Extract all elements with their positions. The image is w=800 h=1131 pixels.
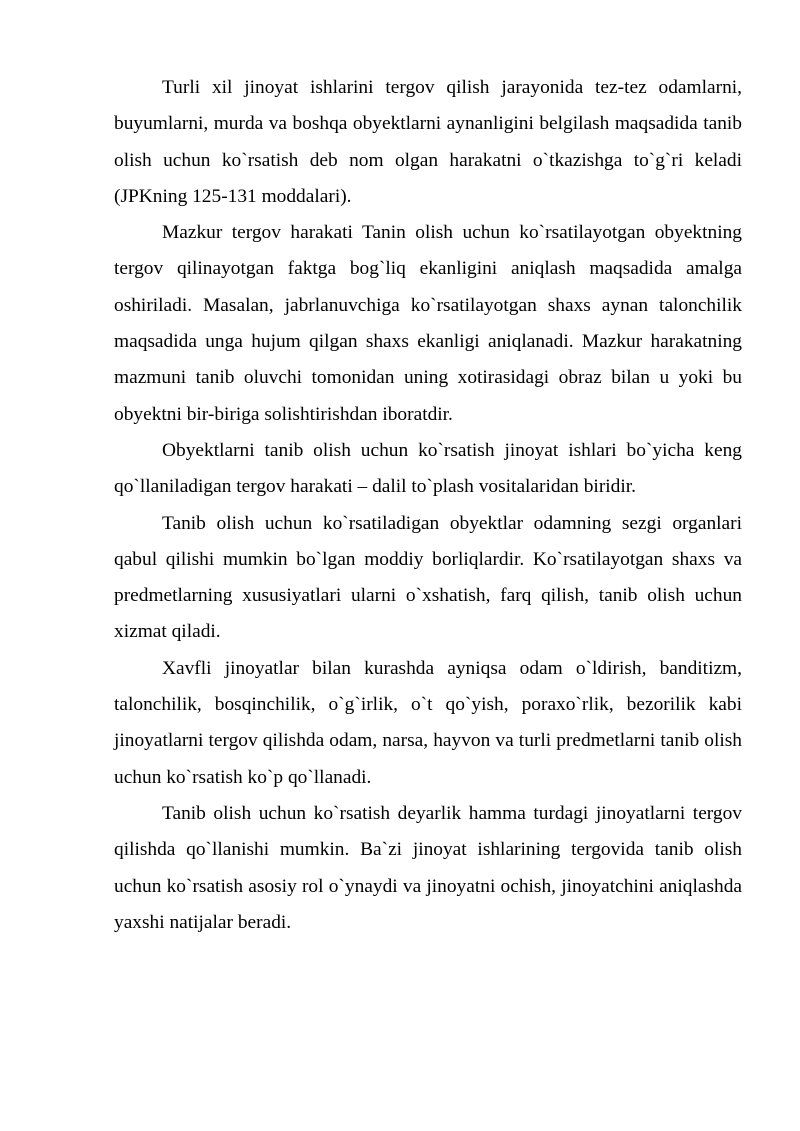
paragraph-3: Obyektlarni tanib olish uchun ko`rsatish jinoyat ishlari bo`yicha keng qo`llaniladigan tergov harakati – dalil to`plash vositalaridan biridir.	[114, 439, 742, 498]
paragraph-4: Tanib olish uchun ko`rsatiladigan obyektlar odamning sezgi organlari qabul qilishi mumkin bo`lgan moddiy borliqlardir. Ko`rsatilayotgan shaxs va predmetlarning xususiyatlari ularni o`xshatish, farq qilish, tanib olish uchun xizmat qiladi.	[114, 512, 742, 643]
document-body	[114, 70, 742, 941]
paragraph-1: Turli xil jinoyat ishlarini tergov qilish jarayonida tez-tez odamlarni, buyumlarni, murda va boshqa obyektlarni aynanligini belgilash maqsadida tanib olish uchun ko`rsatish deb nom olgan harakatni o`tkazishga to`g`ri keladi (JPKning 125-131 moddalari).	[114, 77, 742, 207]
paragraph-6: Tanib olish uchun ko`rsatish deyarlik hamma turdagi jinoyatlarni tergov qilishda qo`llanishi mumkin. Ba`zi jinoyat ishlarining tergovida tanib olish uchun ko`rsatish asosiy rol o`ynaydi va jinoyatni ochish, jinoyatchini aniqlashda yaxshi natijalar beradi.	[114, 802, 742, 933]
paragraph-5: Xavfli jinoyatlar bilan kurashda ayniqsa odam o`ldirish, banditizm, talonchilik, bosqinchilik, o`g`irlik, o`t qo`yish, poraxo`rlik, bezorilik kabi jinoyatlarni tergov qilishda odam, narsa, hayvon va turli predmetlarni tanib olish uchun ko`rsatish ko`p qo`llanadi.	[114, 657, 742, 788]
paragraph-2: Mazkur tergov harakati Tanin olish uchun ko`rsatilayotgan obyektning tergov qilinayotgan faktga bog`liq ekanligini aniqlash maqsadida amalga oshiriladi. Masalan, jabrlanuvchiga ko`rsatilayotgan shaxs aynan talonchilik maqsadida unga hujum qilgan shaxs ekanligi aniqlanadi. Mazkur harakatning mazmuni tanib oluvchi tomonidan uning xotirasidagi obraz bilan u yoki bu obyektni bir-biriga solishtirishdan iboratdir.	[114, 222, 742, 425]
